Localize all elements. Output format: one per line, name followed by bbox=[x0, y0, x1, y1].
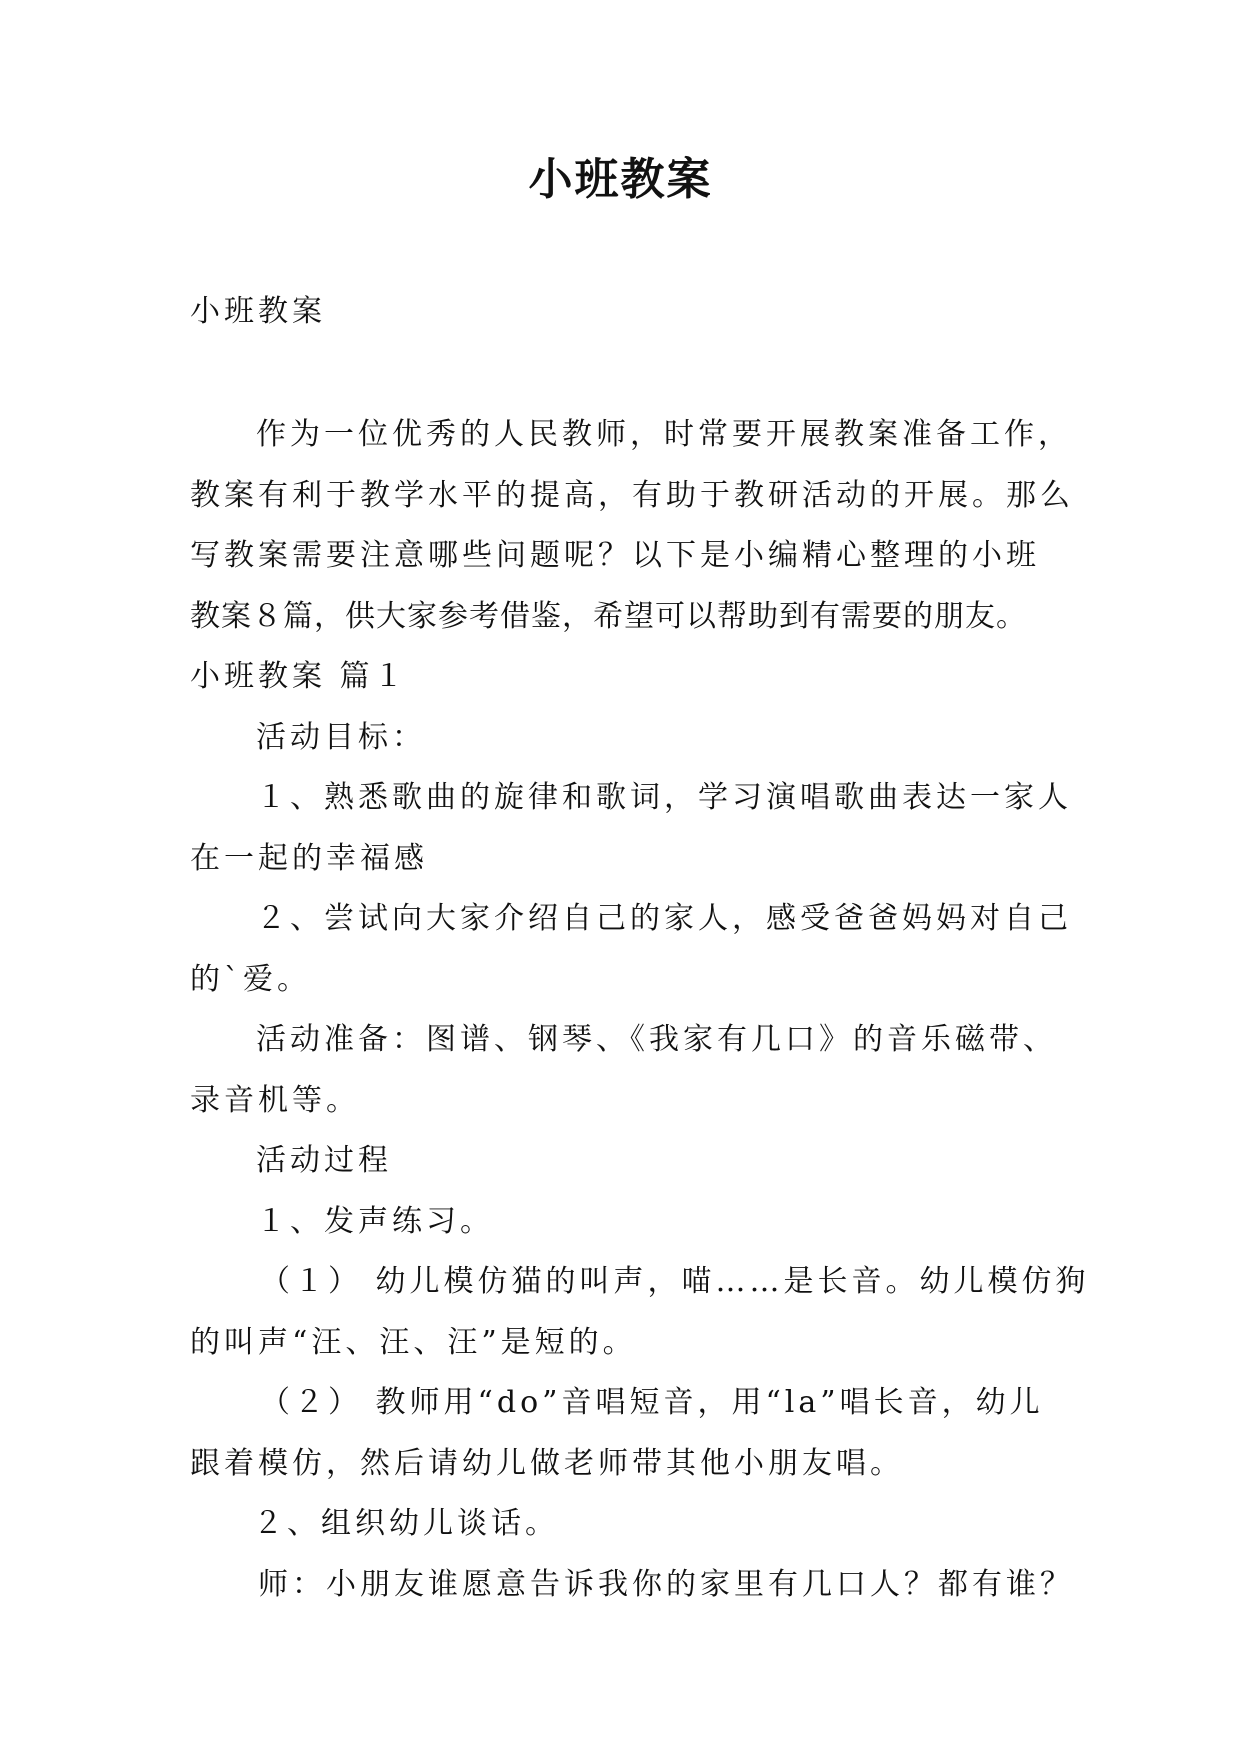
paragraph-line: 写教案需要注意哪些问题呢？以下是小编精心整理的小班 bbox=[190, 538, 1040, 573]
paragraph-line: 师：小朋友谁愿意告诉我你的家里有几口人？都有谁？ bbox=[258, 1566, 1074, 1602]
paragraph-line: 在一起的幸福感 bbox=[190, 840, 428, 876]
document-subtitle: 小班教案 bbox=[190, 294, 326, 329]
paragraph-line: ２、尝试向大家介绍自己的家人，感受爸爸妈妈对自己 bbox=[256, 901, 1072, 936]
paragraph-line: （１） 幼儿模仿猫的叫声，喵……是长音。幼儿模仿狗 bbox=[260, 1264, 1090, 1299]
paragraph-line: 跟着模仿，然后请幼儿做老师带其他小朋友唱。 bbox=[190, 1445, 904, 1481]
paragraph-line: 活动准备：图谱、钢琴、《我家有几口》的音乐磁带、 bbox=[256, 1022, 1057, 1057]
paragraph-line: １、发声练习。 bbox=[256, 1203, 494, 1239]
paragraph-line: 的`爱。 bbox=[190, 961, 311, 997]
paragraph-line: ２、组织幼儿谈话。 bbox=[253, 1506, 559, 1541]
paragraph-line: 教案８篇，供大家参考借鉴，希望可以帮助到有需要的朋友。 bbox=[190, 598, 1027, 634]
paragraph-line: 的叫声“汪、汪、汪”是短的。 bbox=[190, 1324, 637, 1360]
paragraph-line: １、熟悉歌曲的旋律和歌词，学习演唱歌曲表达一家人 bbox=[256, 780, 1072, 815]
section-heading: 小班教案 篇１ bbox=[190, 659, 408, 694]
paragraph-line: 活动过程 bbox=[256, 1143, 392, 1178]
paragraph-line: 作为一位优秀的人民教师，时常要开展教案准备工作， bbox=[256, 417, 1072, 452]
paragraph-line: 录音机等。 bbox=[190, 1082, 360, 1118]
document-title: 小班教案 bbox=[528, 154, 713, 205]
paragraph-line: （２） 教师用“do”音唱短音，用“la”唱长音，幼儿 bbox=[260, 1385, 1044, 1420]
document-body bbox=[190, 405, 1090, 1615]
paragraph-line: 活动目标： bbox=[256, 719, 426, 755]
paragraph-line: 教案有利于教学水平的提高，有助于教研活动的开展。那么 bbox=[190, 477, 1074, 513]
